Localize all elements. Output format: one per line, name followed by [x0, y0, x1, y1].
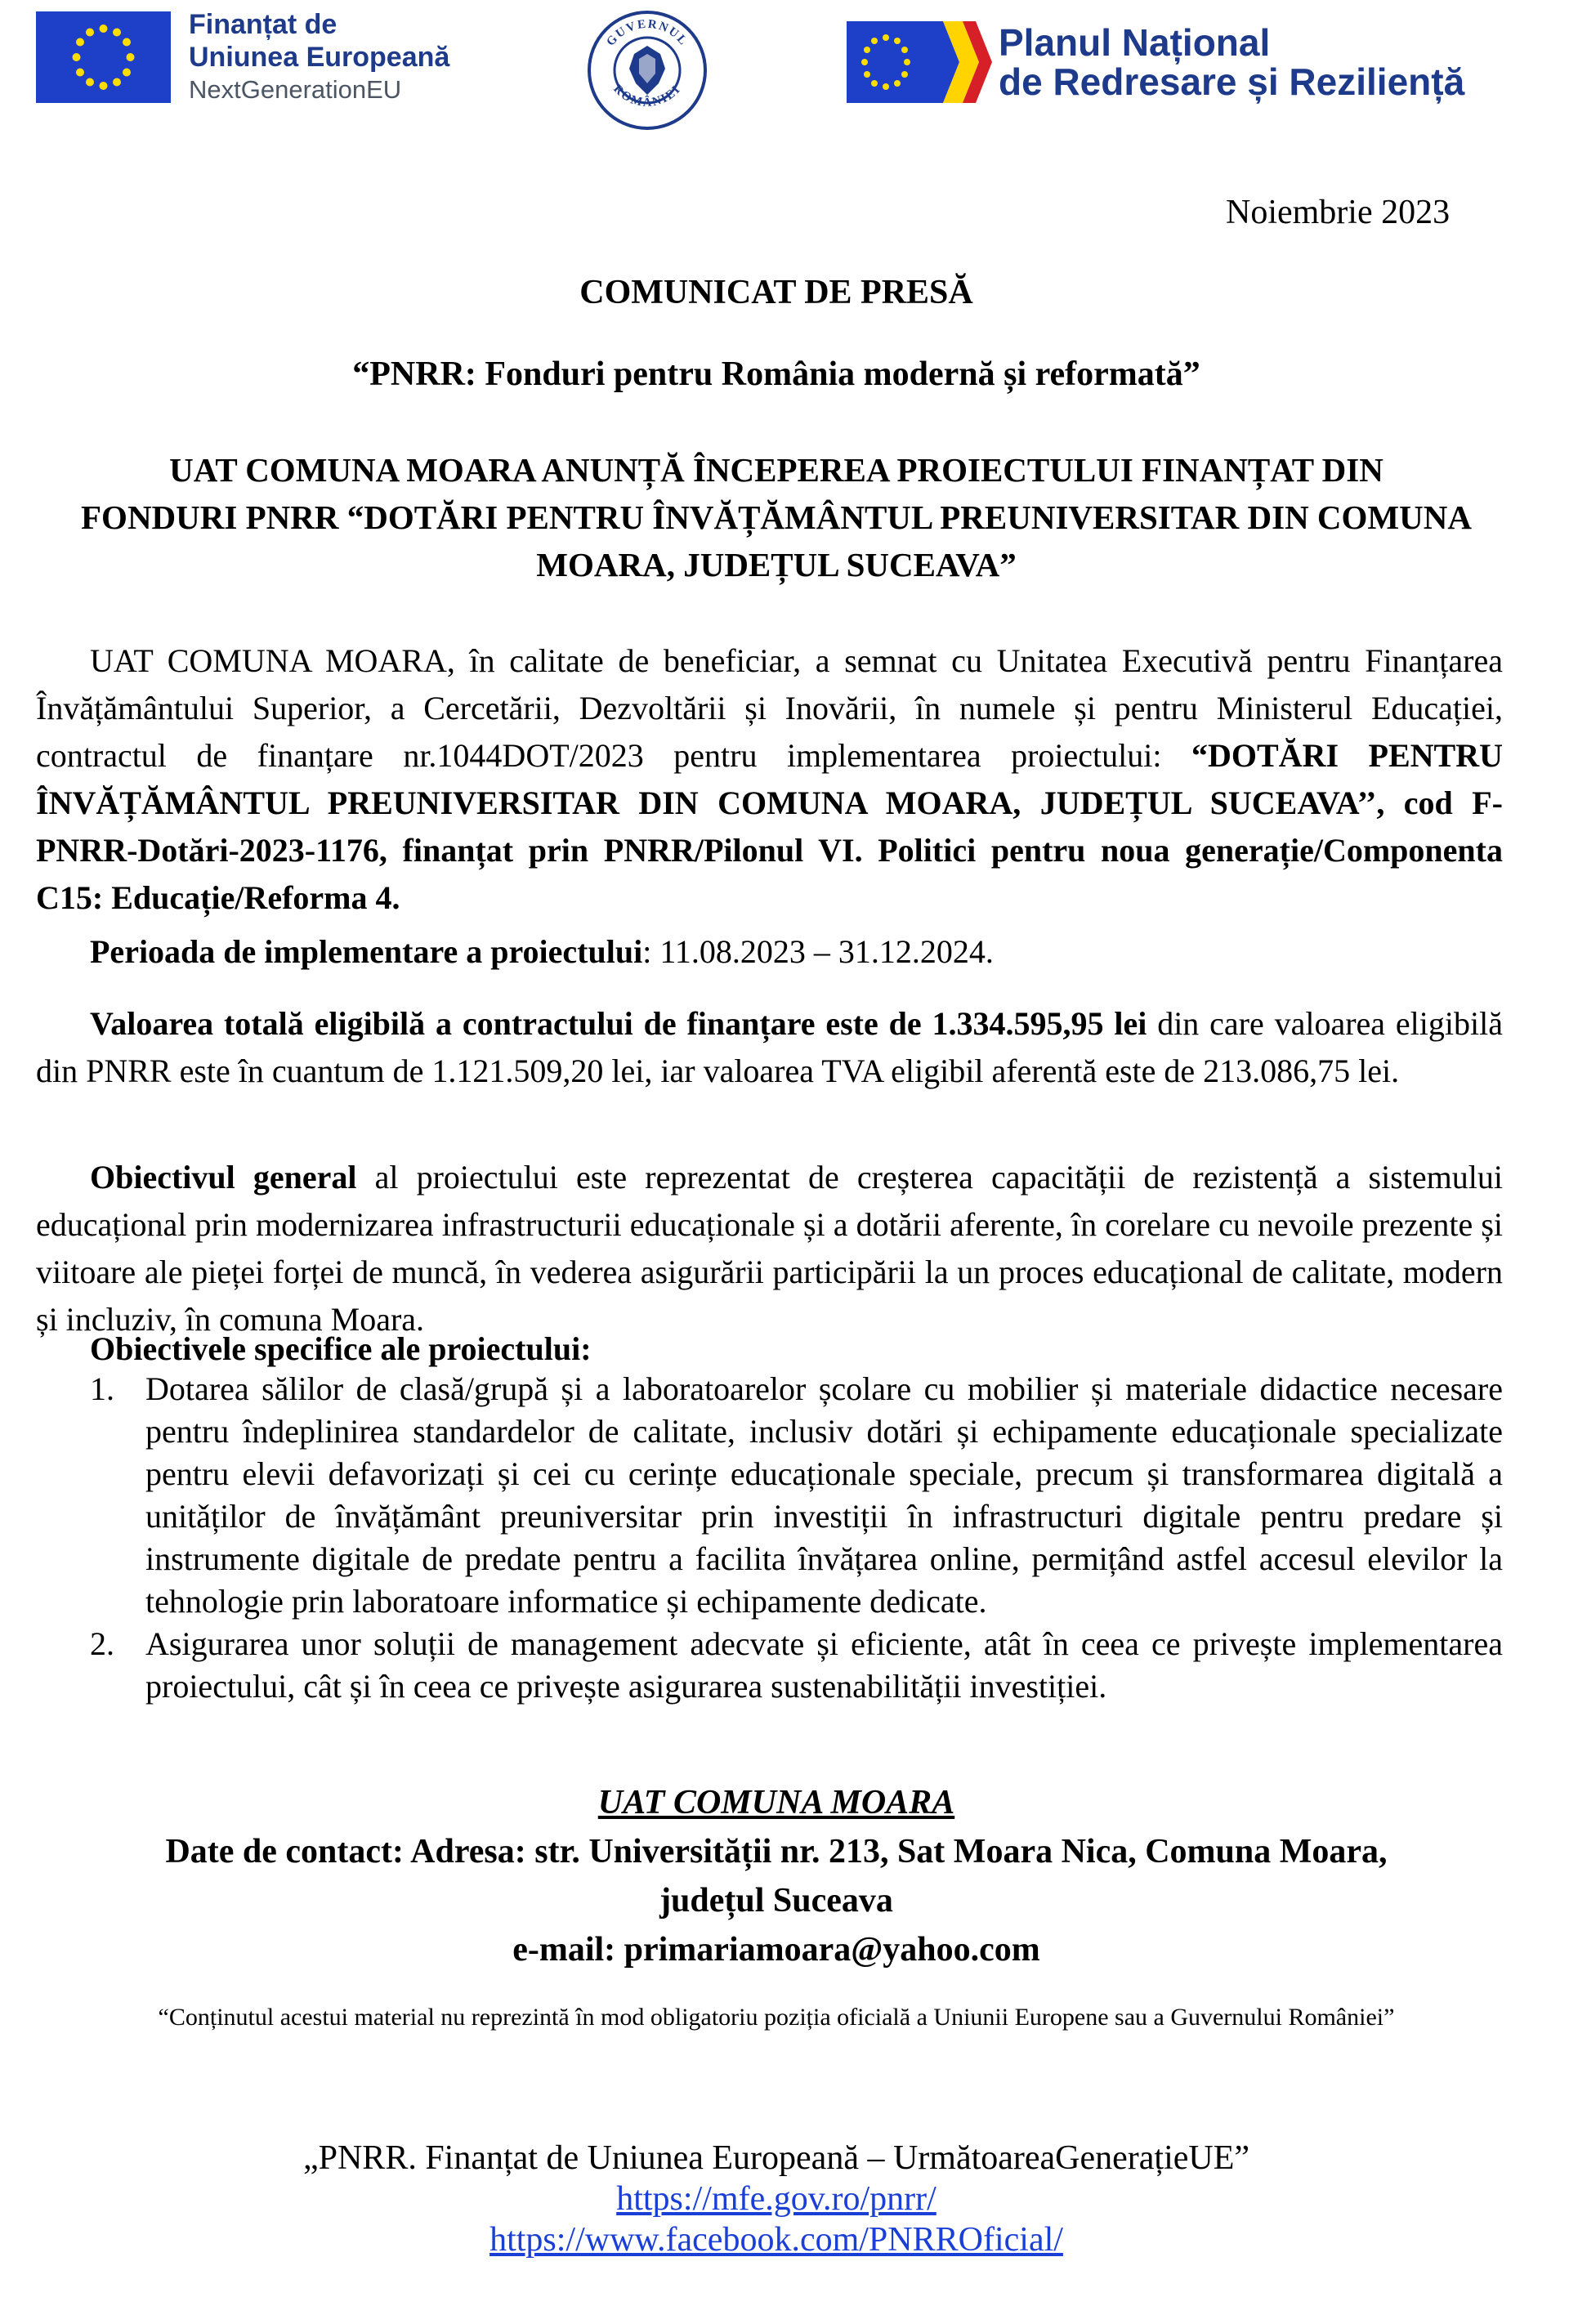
eu-flag-icon	[36, 11, 171, 103]
svg-text:ROMÂNIEI: ROMÂNIEI	[610, 82, 684, 109]
list-item-text: Asigurarea unor soluții de management adecvate și eficiente, atât în ceea ce privește implementarea proiectului, cât și în ceea ce privește asigurarea sustenabilității investiției.	[145, 1625, 1503, 1705]
list-item	[90, 1623, 1503, 1708]
headline	[33, 446, 1520, 588]
headline-line1: UAT COMUNA MOARA ANUNȚĂ ÎNCEPEREA PROIECTULUI FINANȚAT DIN	[169, 451, 1383, 489]
pnrr-logo	[847, 16, 1464, 108]
page-subtitle: “PNRR: Fonduri pentru România modernă și reformată”	[352, 355, 1200, 393]
implementation-period-label: Perioada de implementare a proiectului	[90, 933, 643, 970]
objectives-title: Obiectivele specifice ale proiectului:	[90, 1330, 592, 1367]
contact-address: Date de contact: Adresa: str. Universității nr. 213, Sat Moara Nica, Comuna Moara,	[165, 1833, 1388, 1870]
romanian-government-seal-icon	[587, 10, 708, 131]
contact-email: e-mail: primariamoara@yahoo.com	[512, 1931, 1040, 1969]
contact-block	[33, 1827, 1520, 1974]
disclaimer: “Conținutul acestui material nu reprezintă în mod obligatoriu poziția oficială a Uniunii Europene sau a Guvernului României”	[158, 2004, 1395, 2031]
paragraph-objective	[36, 1154, 1503, 1343]
eu-funding-logo	[36, 8, 449, 106]
paragraph-value-bold: Valoarea totală eligibilă a contractului de finanțare este de 1.334.595,95 lei	[90, 1005, 1147, 1042]
paragraph-objective-text: al proiectului este reprezentat de creșterea capacității de rezistență a sistemului educațional prin modernizarea infrastructurii educaționale și a dotării aferente, în corelare cu nevoile prezente și viitoare ale pieței forței de muncă, în vederea asigurării participării la un proces educațional de calitate, modern și incluziv, în comuna Moara.	[36, 1159, 1503, 1338]
link-facebook-pnrr[interactable]: https://www.facebook.com/PNRROficial/	[489, 2221, 1063, 2259]
headline-line2: FONDURI PNRR “DOTĂRI PENTRU ÎNVĂȚĂMÂNTUL PREUNIVERSITAR DIN COMUNA	[81, 498, 1472, 536]
objectives-list	[90, 1368, 1503, 1708]
pnrr-logo-text	[999, 23, 1464, 101]
list-item-number: 2.	[90, 1625, 114, 1662]
eu-logo-line1: Finanțat de	[189, 9, 337, 40]
paragraph-contract-project: “DOTĂRI PENTRU ÎNVĂȚĂMÂNTUL PREUNIVERSITAR DIN COMUNA MOARA, JUDEȚUL SUCEAVA’’, cod F-PNRR-Dotări-2023-1176, finanțat prin PNRR/Pilonul VI. Politici pentru noua generație/Componenta C15: Educație/Reforma 4.	[36, 737, 1503, 916]
paragraph-contract-text: UAT COMUNA MOARA, în calitate de beneficiar, a semnat cu Unitatea Executivă pentru Finanțarea Învățământului Superior, a Cercetării, Dezvoltării și Inovării, în numele și pentru Ministerul Educației, contractul de finanțare nr.1044DOT/2023 pentru implementarea proiectului:	[36, 642, 1503, 774]
signature: UAT COMUNA MOARA	[597, 1784, 955, 1821]
footer	[33, 2138, 1520, 2260]
pnrr-flag-icon	[847, 16, 992, 108]
eu-logo-text	[189, 8, 449, 106]
pnrr-logo-line2: de Redresare și Reziliență	[999, 60, 1465, 103]
paragraph-contract	[36, 637, 1503, 922]
list-item	[90, 1368, 1503, 1623]
headline-line3: MOARA, JUDEȚUL SUCEAVA”	[536, 546, 1017, 583]
eu-logo-line3: NextGenerationEU	[189, 75, 402, 104]
eu-logo-line2: Uniunea Europeană	[189, 42, 450, 73]
paragraph-value	[36, 1000, 1503, 1095]
release-date: Noiembrie 2023	[1226, 194, 1451, 231]
implementation-period	[90, 928, 994, 976]
svg-text:GUVERNUL: GUVERNUL	[604, 17, 691, 49]
list-item-text: Dotarea sălilor de clasă/grupă și a laboratoarelor școlare cu mobilier și materiale didactice necesare pentru îndeplinirea standardelor de calitate, inclusiv dotări și echipamente educaționale specializate pentru elevii defavorizați și cei cu cerințe educaționale speciale, precum și transformarea digitală a unitǎților de învățământ preuniversitar prin investiții în infrastructuri digitale pentru predare și instrumente digitale de predate pentru a facilita învățarea online, permițând astfel accesul elevilor la tehnologie prin laboratoare informatice și echipamente dedicate.	[145, 1370, 1503, 1620]
paragraph-value-text: din care valoarea eligibilă din PNRR este în cuantum de 1.121.509,20 lei, iar valoarea TVA eligibil aferentă este de 213.086,75 lei.	[36, 1005, 1503, 1089]
link-mfe-pnrr[interactable]: https://mfe.gov.ro/pnrr/	[616, 2180, 936, 2218]
footer-tagline: „PNRR. Finanțat de Uniunea Europeană – UrmătoareaGenerațieUE”	[302, 2139, 1250, 2177]
contact-county: județul Suceava	[659, 1882, 893, 1920]
pnrr-logo-line1: Planul Național	[999, 21, 1271, 64]
implementation-period-value: : 11.08.2023 – 31.12.2024.	[642, 933, 994, 970]
list-item-number: 1.	[90, 1370, 114, 1407]
paragraph-objective-bold: Obiectivul general	[90, 1159, 357, 1196]
page-title: COMUNICAT DE PRESĂ	[579, 274, 973, 311]
